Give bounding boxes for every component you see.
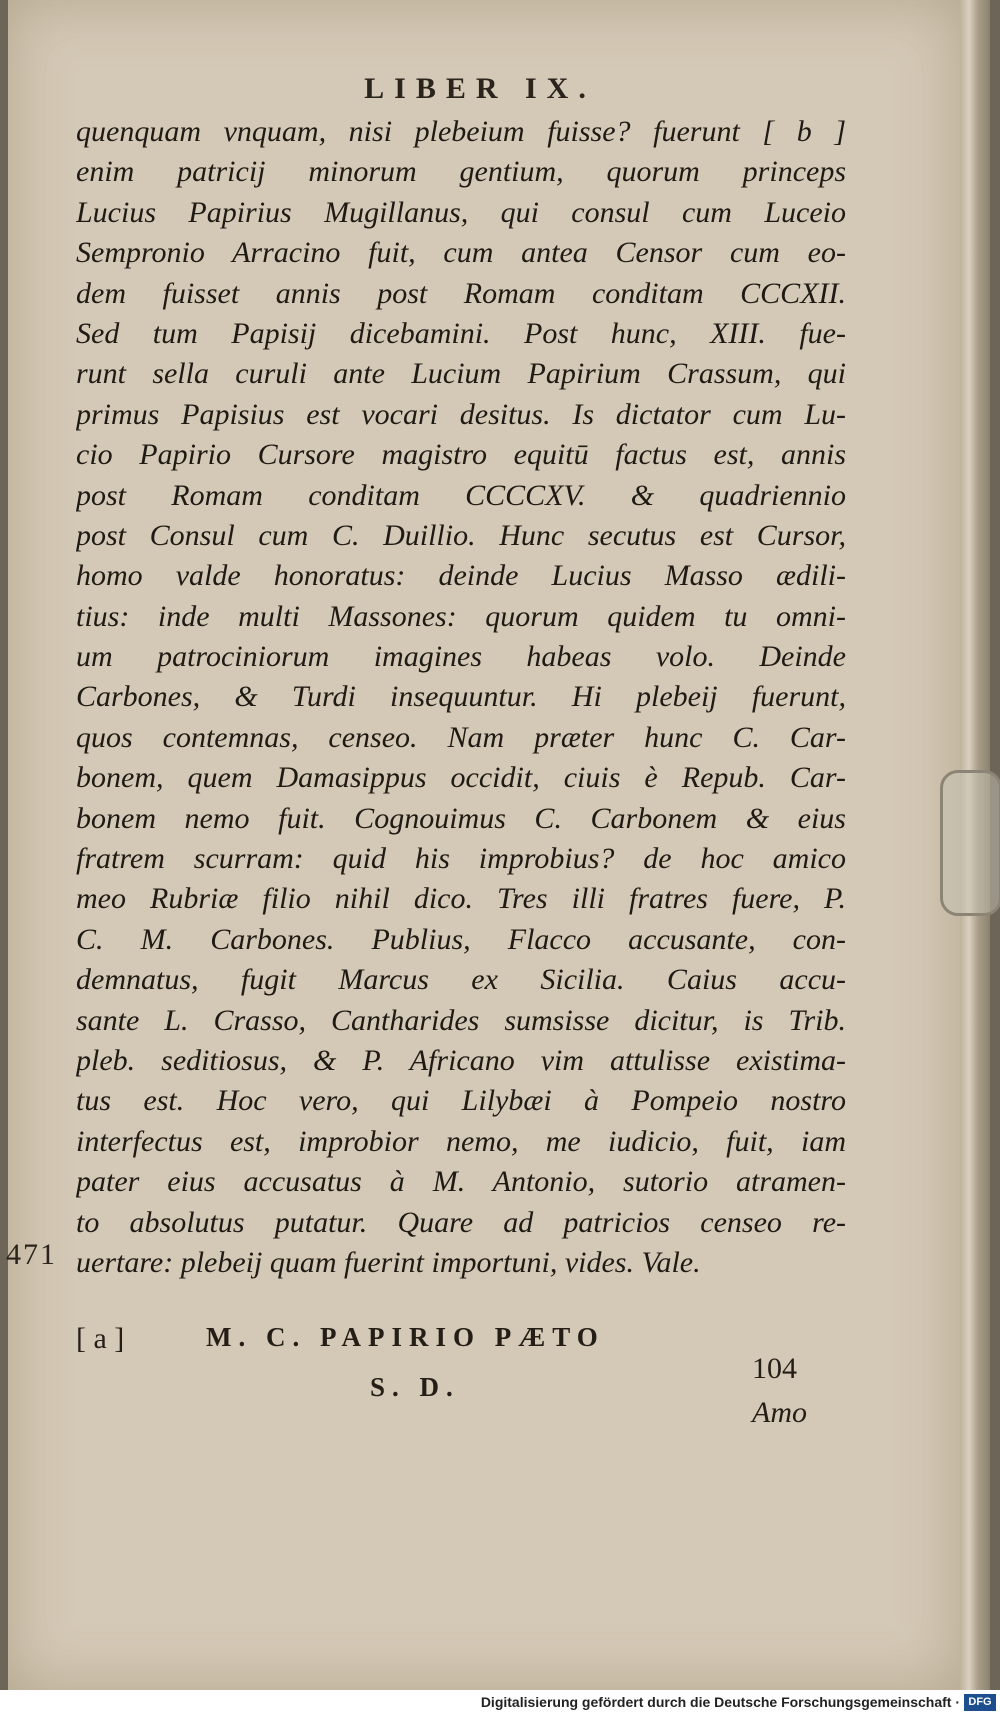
text-line: pater eius accusatus à M. Antonio, sutorio atramen-	[76, 1165, 846, 1199]
catchword: Amo	[752, 1396, 807, 1429]
letter-title: M. C. PAPIRIO PÆTO	[206, 1322, 605, 1352]
text-line: C. M. Carbones. Publius, Flacco accusante, con-	[76, 922, 846, 956]
text-line: primus Papisius est vocari desitus. Is dictator cum Lu-	[76, 397, 846, 431]
text-line: bonem nemo fuit. Cognouimus C. Carbonem & eius	[76, 801, 846, 835]
text-line: meo Rubriæ filio nihil dico. Tres illi fratres fuere, P.	[76, 882, 846, 916]
text-line: sante L. Crasso, Cantharides sumsisse dicitur, is Trib.	[76, 1003, 846, 1037]
text-line: bonem, quem Damasippus occidit, ciuis è Repub. Car-	[76, 761, 846, 795]
text-line: to absolutus putatur. Quare ad patricios censeo re-	[76, 1205, 846, 1239]
running-head: LIBER IX.	[364, 72, 596, 105]
letter-number: 104	[752, 1352, 797, 1385]
dfg-logo: DFG	[964, 1694, 996, 1711]
letter-salutation: S. D.	[370, 1372, 460, 1402]
footnote-marker: [ a ]	[76, 1322, 125, 1355]
text-line: fratrem scurram: quid his improbius? de hoc amico	[76, 842, 846, 876]
text-line: enim patricij minorum gentium, quorum princeps	[76, 155, 846, 189]
text-line: Sempronio Arracino fuit, cum antea Censor cum eo-	[76, 236, 846, 270]
text-line: tius: inde multi Massones: quorum quidem tu omni-	[76, 599, 846, 633]
body-text	[76, 112, 846, 1283]
text-line: demnatus, fugit Marcus ex Sicilia. Caius accu-	[76, 963, 846, 997]
text-line: Sed tum Papisij dicebamini. Post hunc, XIII. fue-	[76, 316, 846, 350]
text-line: quos contemnas, censeo. Nam præter hunc C. Car-	[76, 720, 846, 754]
text-line: tus est. Hoc vero, qui Lilybæi à Pompeio nostro	[76, 1084, 846, 1118]
text-line: post Romam conditam CCCCXV. & quadriennio	[76, 478, 846, 512]
text-line: uertare: plebeij quam fuerint importuni, vides. Vale.	[76, 1245, 701, 1279]
text-line: um patrociniorum imagines habeas volo. Deinde	[76, 640, 846, 674]
text-line: post Consul cum C. Duillio. Hunc secutus est Cursor,	[76, 518, 846, 552]
margin-page-number: 471	[6, 1238, 57, 1271]
text-line: Lucius Papirius Mugillanus, qui consul cum Luceio	[76, 195, 846, 229]
text-line: cio Papirio Cursore magistro equitū factus est, annis	[76, 438, 846, 472]
funding-credit: Digitalisierung gefördert durch die Deutsche Forschungsgemeinschaft ·	[480, 1694, 960, 1710]
text-line: Carbones, & Turdi insequuntur. Hi plebeij fuerunt,	[76, 680, 846, 714]
digitization-footer	[0, 1690, 1000, 1715]
book-clasp	[940, 770, 1000, 916]
text-line: interfectus est, improbior nemo, me iudicio, fuit, iam	[76, 1124, 846, 1158]
text-line: quenquam vnquam, nisi plebeium fuisse? fuerunt [ b ]	[76, 115, 846, 148]
text-line: pleb. seditiosus, & P. Africano vim attulisse existima-	[76, 1043, 846, 1077]
text-line: dem fuisset annis post Romam conditam CCCXII.	[76, 276, 846, 310]
text-line: runt sella curuli ante Lucium Papirium Crassum, qui	[76, 357, 846, 391]
text-line: homo valde honoratus: deinde Lucius Masso ædili-	[76, 559, 846, 593]
